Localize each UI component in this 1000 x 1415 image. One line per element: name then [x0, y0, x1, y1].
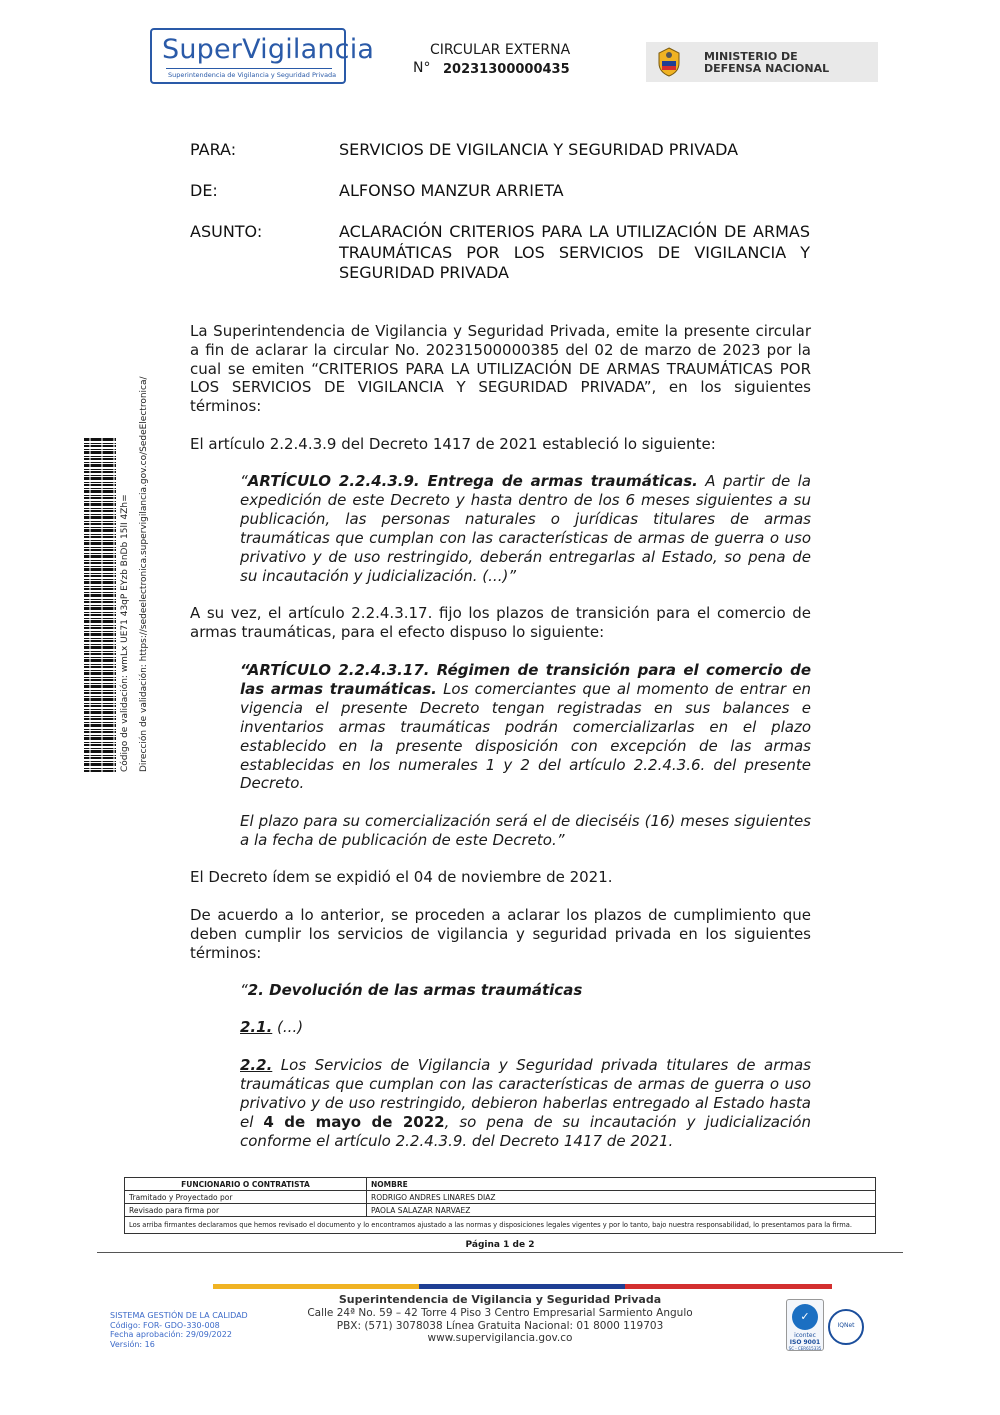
signature-table: [124, 1177, 876, 1234]
circular-label: CIRCULAR EXTERNA: [430, 42, 571, 58]
section-2-2: [240, 1056, 811, 1151]
section-2-title: [240, 981, 811, 1000]
circular-number: 20231300000435: [443, 62, 570, 77]
asunto-value: ACLARACIÓN CRITERIOS PARA LA UTILIZACIÓN DE ARMAS TRAUMÁTICAS POR LOS SERVICIOS DE VIGILANCIA Y SEGURIDAD PRIVADA: [339, 222, 810, 282]
decree-date-paragraph: El Decreto ídem se expidió el 04 de noviembre de 2021.: [190, 868, 613, 886]
table-header-cell: NOMBRE: [367, 1178, 876, 1191]
entity-address: Calle 24ª No. 59 – 42 Torre 4 Piso 3 Centro Empresarial Sarmiento Angulo: [307, 1306, 693, 1319]
validation-code: Código de validación: wmLx UE71 43qP EYzb BnDb 15lI 4Zh=: [120, 494, 130, 772]
quote-article-text: A partir de la expedición de este Decreto y hasta dentro de los 6 meses siguientes a su publicación, las personas naturales o jurídicas titulares de armas traumáticas que cumplan con las características de armas de guerra o uso privativo y de uso restringido, deberán entregarlas al Estado, so pena de su incautación y judicialización. (...)”: [240, 472, 811, 585]
entity-website[interactable]: www.supervigilancia.gov.co: [427, 1332, 573, 1345]
table-row: [125, 1217, 876, 1234]
table-cell-role: Tramitado y Proyectado por: [125, 1191, 367, 1204]
deadline-date: 4 de mayo de 2022: [263, 1112, 445, 1131]
table-cell-name: PAOLA SALAZAR NARVAEZ: [367, 1204, 876, 1217]
validation-barcode: [84, 438, 116, 772]
quote-article-2-2-4-3-17-cont: El plazo para su comercialización será el de dieciséis (16) meses siguientes a la fecha de publicación de este Decreto.”: [240, 812, 811, 849]
de-value: ALFONSO MANZUR ARRIETA: [339, 181, 564, 200]
flag-yellow-band: [213, 1284, 419, 1289]
article-intro-paragraph: El artículo 2.2.4.3.9 del Decreto 1417 de 2021 estableció lo siguiente:: [190, 435, 716, 453]
clarification-paragraph: De acuerdo a lo anterior, se proceden a aclarar los plazos de cumplimiento que deben cumplir los servicios de vigilancia y seguridad privada en los siguientes términos:: [190, 906, 811, 962]
icontec-certification-badge: [786, 1299, 824, 1351]
quote-article-title: “ARTÍCULO 2.2.4.3.17. Régimen de transición para el comercio de las armas traumáticas.: [240, 661, 811, 698]
entity-name: Superintendencia de Vigilancia y Seguridad Privada: [338, 1293, 662, 1306]
footer-divider: [97, 1252, 903, 1253]
section-text: (...): [272, 1018, 304, 1036]
table-disclaimer: Los arriba firmantes declaramos que hemos revisado el documento y lo encontramos ajustado a las normas y disposiciones legales vigentes y por lo tanto, bajo nuestra responsabilidad, lo presentamos para la firma.: [125, 1217, 876, 1234]
table-cell-role: Revisado para firma por: [125, 1204, 367, 1217]
para-value: SERVICIOS DE VIGILANCIA Y SEGURIDAD PRIVADA: [339, 140, 739, 159]
table-header-cell: FUNCIONARIO O CONTRATISTA: [125, 1178, 367, 1191]
cert-number: SC - CER615335: [788, 1346, 822, 1351]
table-header-row: [125, 1178, 876, 1191]
section-number: 2.2.: [240, 1056, 273, 1074]
logo-subtitle: Superintendencia de Vigilancia y Seguridad Privada: [168, 71, 337, 79]
table-row: [125, 1191, 876, 1204]
iqnet-certification-badge: [828, 1309, 864, 1345]
approval-date: Fecha aprobación: 29/09/2022: [110, 1330, 232, 1339]
quote-article-text: Los comerciantes que al momento de entrar en vigencia el presente Decreto tengan registradas en sus balances e inventarios armas traumáticas podrán comercializarlas en el plazo establecido en la presente disposición con excepción de las armas establecidas en los numerales 1 y 2 del artículo 2.2.4.3.6. del presente Decreto.: [240, 679, 811, 793]
ministry-name: MINISTERIO DE DEFENSA NACIONAL: [704, 50, 830, 75]
de-label: DE:: [190, 181, 218, 200]
number-label: N°: [413, 60, 431, 76]
entity-address-block: [300, 1294, 700, 1345]
section-number: 2.1.: [240, 1018, 273, 1036]
quote-article-title: ARTÍCULO 2.2.4.3.9. Entrega de armas traumáticas.: [247, 472, 698, 490]
section-text: Los Servicios de Vigilancia y Seguridad privada titulares de armas traumáticas que cumplan con las características de armas de guerra o uso privativo y de uso restringido, debieron haberlas entregado al Estado hasta el: [240, 1056, 811, 1131]
para-label: PARA:: [190, 140, 237, 159]
iqnet-label: IQNet: [837, 1322, 855, 1329]
cert-iso: ISO 9001: [789, 1339, 821, 1346]
coat-of-arms-icon: [652, 45, 686, 79]
asunto-label: ASUNTO:: [190, 222, 263, 241]
validation-url: Dirección de validación: https://sedeelectronica.supervigilancia.gov.co/SedeElectronica/: [139, 376, 149, 772]
flag-blue-band: [419, 1284, 625, 1289]
cert-brand: icontec: [794, 1332, 816, 1339]
ministry-badge: [646, 42, 878, 82]
form-code: Código: FOR- GDO-330-008: [110, 1320, 220, 1330]
logo-divider: [166, 68, 332, 69]
icontec-logo-icon: ✓: [792, 1304, 818, 1330]
intro-paragraph: La Superintendencia de Vigilancia y Seguridad Privada, emite la presente circular a fin de aclarar la circular No. 20231500000385 del 02 de marzo de 2023 por la cual se emiten “CRITERIOS PARA LA UTILIZACIÓN DE ARMAS TRAUMÁTICAS POR LOS SERVICIOS DE VIGILANCIA Y SEGURIDAD PRIVADA”, en los siguientes términos:: [190, 322, 811, 416]
logo-title: SuperVigilancia: [162, 34, 375, 65]
page-number: Página 1 de 2: [465, 1240, 535, 1250]
table-cell-name: RODRIGO ANDRES LINARES DIAZ: [367, 1191, 876, 1204]
transition-paragraph: A su vez, el artículo 2.2.4.3.17. fijo los plazos de transición para el comercio de armas traumáticas, para el efecto dispuso lo siguiente:: [190, 604, 811, 641]
entity-phone: PBX: (571) 3078038 Línea Gratuita Nacional: 01 8000 119703: [336, 1319, 664, 1332]
quote-mark: “: [240, 981, 248, 999]
section-text-end: , so pena de su incautación y judicialización conforme el artículo 2.2.4.3.9. del Decreto 1417 de 2021.: [240, 1112, 811, 1150]
quote-mark: “: [240, 472, 248, 490]
quality-system-title: SISTEMA GESTIÓN DE LA CALIDAD: [110, 1311, 248, 1320]
table-row: [125, 1204, 876, 1217]
supervigilancia-logo: [150, 28, 375, 84]
quote-article-2-2-4-3-17: [240, 661, 811, 793]
quote-article-2-2-4-3-9: [240, 472, 811, 585]
quality-system-info: [110, 1311, 248, 1349]
form-version: Versión: 16: [110, 1339, 155, 1349]
flag-red-band: [625, 1284, 832, 1289]
section-2-1: [240, 1018, 811, 1037]
section-title-text: 2. Devolución de las armas traumáticas: [247, 981, 583, 999]
